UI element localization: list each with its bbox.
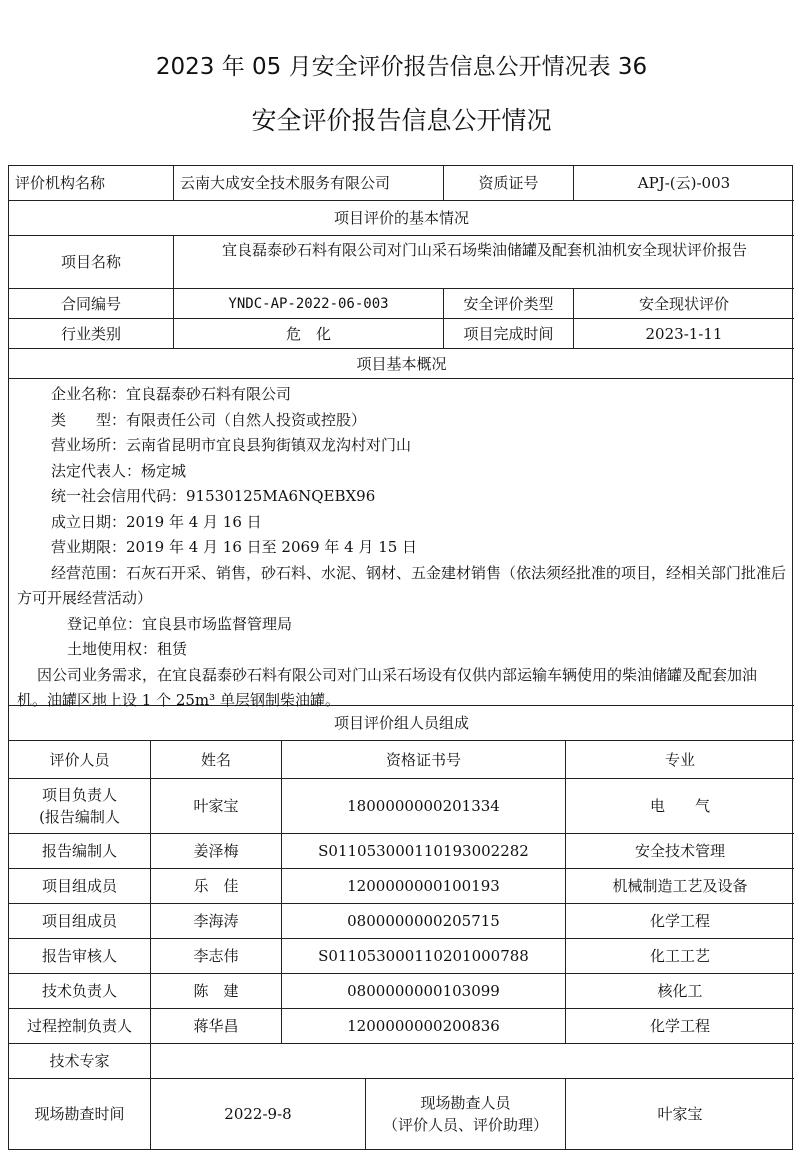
document-subtitle: 安全评价报告信息公开情况	[251, 106, 552, 135]
industry-label: 行业类别	[9, 319, 174, 349]
team-row-cert: S011053000110201000788	[282, 939, 566, 974]
expert-label: 技术专家	[9, 1044, 151, 1079]
team-header-cert: 资格证书号	[282, 741, 566, 779]
overview-line: 法定代表人：杨定城	[51, 461, 187, 480]
overview-heading: 项目基本概况	[9, 349, 794, 379]
team-row-major: 化学工程	[566, 1009, 794, 1044]
project-name-label: 项目名称	[9, 236, 174, 289]
team-row-cert: 1800000000201334	[282, 779, 566, 834]
team-row-role: 报告编制人	[9, 834, 151, 869]
org-label: 评价机构名称	[9, 166, 174, 201]
team-row-name: 李海涛	[151, 904, 282, 939]
team-row-major: 机械制造工艺及设备	[566, 869, 794, 904]
overview-line: 企业名称：宜良磊泰砂石料有限公司	[51, 385, 292, 403]
overview-text	[9, 379, 794, 709]
overview-line: 土地使用权：租赁	[67, 640, 188, 658]
team-row-name: 李志伟	[151, 939, 282, 974]
cert-label: 资质证号	[444, 166, 574, 201]
team-row-cert: 1200000000100193	[282, 869, 566, 904]
project-name-cell	[174, 236, 794, 289]
overview-line: 营业场所：云南省昆明市宜良县狗街镇双龙沟村对门山	[51, 436, 412, 454]
basic-heading: 项目评价的基本情况	[9, 201, 794, 236]
info-table	[8, 165, 793, 1150]
overview-line: 经营范围：石灰石开采、销售，砂石料、水泥、钢材、五金建材销售（依法须经批准的项目，经相关部门批准后方可开展经营活动）	[17, 563, 787, 607]
contract-label: 合同编号	[9, 289, 174, 319]
team-heading: 项目评价组人员组成	[9, 706, 794, 741]
team-header-name: 姓名	[151, 741, 282, 779]
industry: 危 化	[174, 319, 444, 349]
team-row-name: 叶家宝	[151, 779, 282, 834]
overview-line: 因公司业务需求，在宜良磊泰砂石料有限公司对门山采石场设有仅供内部运输车辆使用的柴油储罐及配套加油机。油罐区地上设 1 个 25m³ 单层钢制柴油罐。	[17, 665, 758, 709]
eval-type-label: 安全评价类型	[444, 289, 574, 319]
overview-line: 成立日期：2019 年 4 月 16 日	[51, 512, 262, 531]
team-header-role: 评价人员	[9, 741, 151, 779]
team-row-major: 核化工	[566, 974, 794, 1009]
team-row-role: 项目负责人 (报告编制人	[9, 779, 151, 834]
team-row-name: 乐 佳	[151, 869, 282, 904]
team-row-name: 姜泽梅	[151, 834, 282, 869]
survey-staff-label-line1: 现场勘查人员	[420, 1094, 511, 1112]
overview-line: 登记单位：宜良县市场监督管理局	[67, 614, 293, 633]
completion-label: 项目完成时间	[444, 319, 574, 349]
overview-line: 营业期限：2019 年 4 月 16 日至 2069 年 4 月 15 日	[51, 538, 418, 556]
team-row-major: 安全技术管理	[566, 834, 794, 869]
org-name: 云南大成安全技术服务有限公司	[174, 166, 444, 201]
survey-staff: 叶家宝	[657, 1105, 703, 1123]
team-row-role: 过程控制负责人	[9, 1009, 151, 1044]
team-row-name: 蒋华昌	[151, 1009, 282, 1044]
cert-value: APJ-(云)-003	[574, 166, 794, 201]
eval-type: 安全现状评价	[574, 289, 794, 319]
team-row-role: 项目组成员	[9, 904, 151, 939]
team-row-role: 报告审核人	[9, 939, 151, 974]
survey-staff-label	[366, 1079, 566, 1149]
team-row-cert: 0800000000205715	[282, 904, 566, 939]
survey-time-label: 现场勘查时间	[9, 1079, 151, 1149]
team-row-cert: S011053000110193002282	[282, 834, 566, 869]
team-row-role: 技术负责人	[9, 974, 151, 1009]
survey-staff-label-line2: （评价人员、评价助理）	[382, 1116, 548, 1134]
project-name: 宜良磊泰砂石料有限公司对门山采石场柴油储罐及配套机油机安全现状评价报告	[222, 241, 748, 259]
team-row-name: 陈 建	[151, 974, 282, 1009]
overview-line: 统一社会信用代码：91530125MA6NQEBX96	[51, 487, 376, 505]
team-row-major: 电 气	[566, 779, 794, 834]
team-header-major: 专业	[566, 741, 794, 779]
team-row-cert: 0800000000103099	[282, 974, 566, 1009]
survey-time: 2022-9-8	[151, 1079, 366, 1149]
team-row-major: 化工工艺	[566, 939, 794, 974]
team-row-major: 化学工程	[566, 904, 794, 939]
overview-line: 类 型：有限责任公司（自然人投资或控股）	[51, 410, 367, 429]
expert-value	[151, 1044, 794, 1079]
team-row-cert: 1200000000200836	[282, 1009, 566, 1044]
contract-number: YNDC-AP-2022-06-003	[174, 289, 444, 319]
document-title: 2023 年 05 月安全评价报告信息公开情况表 36	[155, 54, 648, 80]
completion-date: 2023-1-11	[574, 319, 794, 349]
team-row-role: 项目组成员	[9, 869, 151, 904]
